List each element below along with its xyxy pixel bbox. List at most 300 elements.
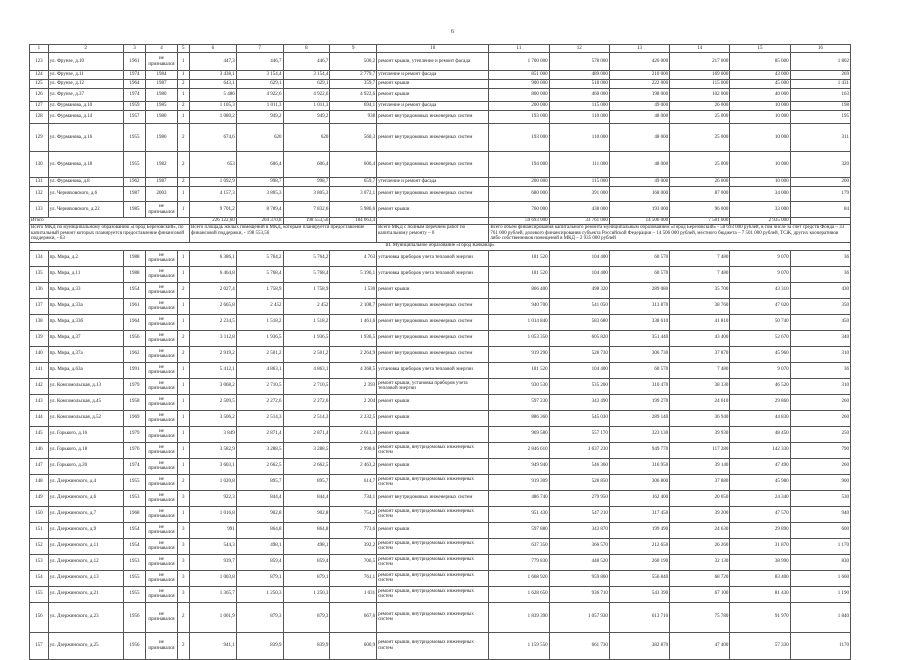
row-number: 131 bbox=[30, 178, 49, 187]
unit-cost: 260 bbox=[790, 410, 850, 426]
address: пр. Мира, д.37а bbox=[48, 346, 123, 362]
capital-repair-table bbox=[29, 44, 851, 660]
owners-share: 31 870 bbox=[730, 538, 790, 554]
region-share: 49 000 bbox=[609, 178, 669, 187]
owners-share: 47 490 bbox=[730, 458, 790, 474]
region-share: 543 390 bbox=[609, 586, 669, 602]
local-share: 87 000 bbox=[670, 187, 730, 202]
local-share: 26 000 bbox=[670, 102, 730, 111]
total-cost: 900 000 bbox=[489, 80, 549, 89]
build-year: 1988 bbox=[123, 250, 146, 266]
table-row bbox=[30, 80, 851, 89]
build-year: 1954 bbox=[123, 522, 146, 538]
repair-works: ремонт крыши bbox=[377, 522, 489, 538]
fund-share: 448 520 bbox=[549, 554, 609, 570]
wall-material: 3 bbox=[177, 570, 189, 586]
total-cost: 969 580 bbox=[489, 426, 549, 442]
address: ул. Дзержинского, д.21 bbox=[48, 586, 123, 602]
wall-material: 2 bbox=[177, 474, 189, 490]
region-share: 60 570 bbox=[609, 266, 669, 282]
unit-cost: 310 bbox=[790, 346, 850, 362]
build-year: 1991 bbox=[123, 362, 146, 378]
total-cost: 2 846 610 bbox=[489, 442, 549, 458]
column-number: 6 bbox=[190, 45, 237, 53]
region-share: 949 770 bbox=[609, 442, 669, 458]
row-number: 153 bbox=[30, 554, 49, 570]
local-share: 25 000 bbox=[670, 152, 730, 178]
build-year: 1954 bbox=[123, 282, 146, 298]
build-year: 1955 bbox=[123, 570, 146, 586]
last-repair-year: не признавался bbox=[146, 506, 177, 522]
last-repair-year: не признавался bbox=[146, 53, 177, 71]
region-share: 212 650 bbox=[609, 538, 669, 554]
repair-works: ремонт внутридомовых инженерных систем bbox=[377, 187, 489, 202]
municipal-area: 754,2 bbox=[330, 506, 377, 522]
total-cost: 637 350 bbox=[489, 538, 549, 554]
living-area: 5 764,2 bbox=[236, 250, 283, 266]
row-number: 144 bbox=[30, 410, 49, 426]
region-share: 317 450 bbox=[609, 506, 669, 522]
address: ул. Горького, д.16 bbox=[48, 426, 123, 442]
unit-cost: 900 bbox=[790, 474, 850, 490]
total-area: 1 080,2 bbox=[190, 111, 237, 124]
unit-cost: 430 bbox=[790, 282, 850, 298]
table-row bbox=[30, 250, 851, 266]
address: пр. Мира, д.63а bbox=[48, 362, 123, 378]
local-share: 24 610 bbox=[670, 394, 730, 410]
last-repair-year: 1980 bbox=[146, 89, 177, 102]
wall-material: 1 bbox=[177, 394, 189, 410]
total-cost: 886 360 bbox=[489, 410, 549, 426]
table-row bbox=[30, 330, 851, 346]
table-row bbox=[30, 378, 851, 394]
wall-material: 3 bbox=[177, 586, 189, 602]
total-area: 939,7 bbox=[190, 554, 237, 570]
fund-share: 528 730 bbox=[549, 346, 609, 362]
row-number: 129 bbox=[30, 124, 49, 152]
local-share: 35 700 bbox=[670, 282, 730, 298]
unit-cost: 1 431 bbox=[790, 80, 850, 89]
private-area: 1 758,9 bbox=[283, 282, 330, 298]
row-number: 125 bbox=[30, 80, 49, 89]
local-share: 7 480 bbox=[670, 362, 730, 378]
municipal-area: 2 779,7 bbox=[330, 71, 377, 80]
address: ул. Комсомольская, д.13 bbox=[48, 378, 123, 394]
table-row bbox=[30, 426, 851, 442]
address: ул. Фурманова, д.18 bbox=[48, 152, 123, 178]
total-cost: 680 000 bbox=[489, 187, 549, 202]
column-number: 3 bbox=[123, 45, 146, 53]
owners-share: 44 830 bbox=[730, 410, 790, 426]
build-year: 1958 bbox=[123, 394, 146, 410]
wall-material: 2 bbox=[177, 124, 189, 152]
fund-share: 391 000 bbox=[549, 187, 609, 202]
local-share: 25 000 bbox=[670, 124, 730, 152]
build-year: 1985 bbox=[123, 202, 146, 218]
private-area: 1 250,3 bbox=[283, 586, 330, 602]
total-area: 4 157,3 bbox=[190, 187, 237, 202]
total-cost: 200 000 bbox=[489, 102, 549, 111]
unit-cost: 530 bbox=[790, 490, 850, 506]
repair-works: утепление и ремонт фасада bbox=[377, 71, 489, 80]
total-cost: 200 000 bbox=[489, 178, 549, 187]
municipal-area: 4 922,6 bbox=[330, 89, 377, 102]
column-number: 14 bbox=[670, 45, 730, 53]
table-row bbox=[30, 111, 851, 124]
fund-share: 460 000 bbox=[549, 89, 609, 102]
build-year: 1955 bbox=[123, 124, 146, 152]
section-title: III. Муниципальное образование «Город Качканар» bbox=[30, 242, 851, 250]
row-number: 146 bbox=[30, 442, 49, 458]
wall-material: 2 bbox=[177, 80, 189, 89]
wall-material: 1 bbox=[177, 314, 189, 330]
region-share: 49 000 bbox=[609, 102, 669, 111]
build-year: 1979 bbox=[123, 378, 146, 394]
local-share: 25 000 bbox=[670, 111, 730, 124]
local-share: 37 880 bbox=[670, 474, 730, 490]
wall-material: 1 bbox=[177, 111, 189, 124]
total-cost: 1 700 000 bbox=[489, 53, 549, 71]
private-area: 902,8 bbox=[283, 506, 330, 522]
row-number: 154 bbox=[30, 570, 49, 586]
municipal-area: 614,7 bbox=[330, 474, 377, 490]
summary-houses-count: Всего МКД по муниципальному образованию «Город Березовский», по капитальный ремонт которых планируется предоставление финансовой поддержки, - 63 bbox=[30, 225, 190, 243]
address: ул. Дзержинского, д.4 bbox=[48, 474, 123, 490]
last-repair-year: не признавался bbox=[146, 442, 177, 458]
last-repair-year: не признавался bbox=[146, 314, 177, 330]
total-area: 2 234,5 bbox=[190, 314, 237, 330]
region-share: 193 000 bbox=[609, 202, 669, 218]
unit-cost: 940 bbox=[790, 506, 850, 522]
private-area: 998,7 bbox=[283, 178, 330, 187]
owners-share: 142 330 bbox=[730, 442, 790, 458]
local-share: 38 760 bbox=[670, 298, 730, 314]
row-number: 145 bbox=[30, 426, 49, 442]
total-cost: 1 628 650 bbox=[489, 586, 549, 602]
unit-cost: 830 bbox=[790, 554, 850, 570]
repair-works: ремонт внутридомовых инженерных систем bbox=[377, 152, 489, 178]
private-area: 864,8 bbox=[283, 522, 330, 538]
local-share: 47 400 bbox=[670, 632, 730, 659]
table-row bbox=[30, 282, 851, 298]
wall-material: 2 bbox=[177, 102, 189, 111]
living-area: 3 805,3 bbox=[236, 187, 283, 202]
municipal-area: 2 264,9 bbox=[330, 346, 377, 362]
region-share: 48 000 bbox=[609, 111, 669, 124]
unit-cost: 198 bbox=[790, 102, 850, 111]
municipal-area: 2 204 bbox=[330, 394, 377, 410]
total-cost: 930 530 bbox=[489, 378, 549, 394]
table-row bbox=[30, 152, 851, 178]
total-cost: 1 668 920 bbox=[489, 570, 549, 586]
table-row bbox=[30, 89, 851, 102]
address: ул. Дзержинского, д.11 bbox=[48, 538, 123, 554]
total-cost: 486 740 bbox=[489, 490, 549, 506]
row-number: 157 bbox=[30, 632, 49, 659]
total-area: 3 603,1 bbox=[190, 458, 237, 474]
total-cost: 193 000 bbox=[489, 111, 549, 124]
total-area: 643,1 bbox=[190, 80, 237, 89]
wall-material: 2 bbox=[177, 602, 189, 632]
total-area: 2 665,8 bbox=[190, 298, 237, 314]
local-share: 43 400 bbox=[670, 330, 730, 346]
total-cost: 193 000 bbox=[489, 124, 549, 152]
table-row bbox=[30, 53, 851, 71]
repair-works: ремонт крыши bbox=[377, 80, 489, 89]
repair-works: утепление и ремонт фасада bbox=[377, 178, 489, 187]
table-row bbox=[30, 570, 851, 586]
living-area: 4 863,1 bbox=[236, 362, 283, 378]
municipal-area: 659,7 bbox=[330, 178, 377, 187]
fund-share: 528 850 bbox=[549, 474, 609, 490]
owners-share: 85 000 bbox=[730, 53, 790, 71]
build-year: 1953 bbox=[123, 554, 146, 570]
living-area: 2 272,6 bbox=[236, 394, 283, 410]
private-area: 2 514,3 bbox=[283, 410, 330, 426]
owners-share: 43 000 bbox=[730, 71, 790, 80]
total-area: 2 027,4 bbox=[190, 282, 237, 298]
address: ул. Фрунзе, д.37 bbox=[48, 89, 123, 102]
living-area: 620 bbox=[236, 124, 283, 152]
last-repair-year: не признавался bbox=[146, 426, 177, 442]
address: ул. Фурманова, д.16 bbox=[48, 124, 123, 152]
local-share: 41 810 bbox=[670, 314, 730, 330]
build-year: 1954 bbox=[123, 538, 146, 554]
row-number: 151 bbox=[30, 522, 49, 538]
region-share: 222 000 bbox=[609, 80, 669, 89]
private-area: 879,3 bbox=[283, 602, 330, 632]
wall-material: 1 bbox=[177, 89, 189, 102]
address: ул. Дзержинского, д.13 bbox=[48, 570, 123, 586]
last-repair-year: 1987 bbox=[146, 178, 177, 187]
private-area: 498,1 bbox=[283, 538, 330, 554]
repair-works: ремонт крыши, внутридомовых инженерных систем bbox=[377, 442, 489, 458]
page-number: 6 bbox=[451, 29, 454, 35]
total-area: 1 105,3 bbox=[190, 102, 237, 111]
owners-share: 47 020 bbox=[730, 298, 790, 314]
build-year: 1961 bbox=[123, 53, 146, 71]
table-row bbox=[30, 266, 851, 282]
municipal-area: 3 072,1 bbox=[330, 187, 377, 202]
local-share: 7 480 bbox=[670, 250, 730, 266]
table-row bbox=[30, 442, 851, 458]
wall-material: 2 bbox=[177, 346, 189, 362]
total-cost: 181 520 bbox=[489, 362, 549, 378]
address: ул. Горького, д.20 bbox=[48, 458, 123, 474]
total-cost: 919 309 bbox=[489, 474, 549, 490]
address: ул. Дзержинского, д.9 bbox=[48, 522, 123, 538]
totals-total-cost: 59 693 000 bbox=[489, 218, 549, 225]
local-share: 39 140 bbox=[670, 458, 730, 474]
private-area: 1 011,3 bbox=[283, 102, 330, 111]
owners-share: 10 000 bbox=[730, 152, 790, 178]
private-area: 4 863,1 bbox=[283, 362, 330, 378]
build-year: 1974 bbox=[123, 71, 146, 80]
unit-cost: 310 bbox=[790, 378, 850, 394]
repair-works: ремонт крыши, внутридомовых инженерных систем bbox=[377, 602, 489, 632]
last-repair-year: не признавался bbox=[146, 474, 177, 490]
unit-cost: 36 bbox=[790, 250, 850, 266]
section-title-row bbox=[30, 242, 851, 250]
unit-cost: 1 190 bbox=[790, 586, 850, 602]
summary-financing: Всего объем финансирования капитального ремонта муниципальным образованием «Город Березовский» - 58 693 000 рублей, в том числе за счет средств Фонда – 33 761 000 рублей, долевого финансирования субъекта Российской Федерации – 14 506 000 рублей, местного бюджета – 7 501 000 рублей, ТСЖ, других кооперативов либо собственников помещений в МКД – 2 935 000 рублей bbox=[489, 225, 851, 243]
last-repair-year: не признавался bbox=[146, 410, 177, 426]
last-repair-year: не признавался bbox=[146, 250, 177, 266]
row-number: 148 bbox=[30, 474, 49, 490]
column-number: 11 bbox=[489, 45, 549, 53]
repair-works: ремонт внутридомовых инженерных систем bbox=[377, 111, 489, 124]
repair-works: ремонт внутридомовых инженерных систем bbox=[377, 298, 489, 314]
column-number: 8 bbox=[283, 45, 330, 53]
summary-full-works: Всего МКД с полным перечнем работ по капитальному ремонту – 0 bbox=[377, 225, 489, 243]
private-area: 4 922,6 bbox=[283, 89, 330, 102]
unit-cost: 163 bbox=[790, 89, 850, 102]
last-repair-year: не признавался bbox=[146, 632, 177, 659]
owners-share: 38 990 bbox=[730, 554, 790, 570]
living-area: 2 710,5 bbox=[236, 378, 283, 394]
table-row bbox=[30, 602, 851, 632]
total-cost: 951 430 bbox=[489, 506, 549, 522]
last-repair-year: не признавался bbox=[146, 554, 177, 570]
wall-material: 1 bbox=[177, 187, 189, 202]
last-repair-year: не признавался bbox=[146, 298, 177, 314]
total-cost: 597 230 bbox=[489, 394, 549, 410]
repair-works: ремонт крыши, внутридомовых инженерных систем bbox=[377, 506, 489, 522]
total-area: 3 506,2 bbox=[190, 410, 237, 426]
table-row bbox=[30, 490, 851, 506]
municipal-area: 1 461,6 bbox=[330, 314, 377, 330]
total-cost: 1 839 390 bbox=[489, 602, 549, 632]
total-cost: 194 000 bbox=[489, 152, 549, 178]
table-row bbox=[30, 202, 851, 218]
living-area: 1 936,5 bbox=[236, 330, 283, 346]
wall-material: 1 bbox=[177, 298, 189, 314]
build-year: 1953 bbox=[123, 490, 146, 506]
address: ул. Фурманова, д.14 bbox=[48, 111, 123, 124]
unit-cost: 36 bbox=[790, 362, 850, 378]
living-area: 859,4 bbox=[236, 554, 283, 570]
table-row bbox=[30, 632, 851, 659]
municipal-area: 694,1 bbox=[330, 102, 377, 111]
table-row bbox=[30, 71, 851, 80]
owners-share: 45 980 bbox=[730, 474, 790, 490]
living-area: 844,4 bbox=[236, 490, 283, 506]
unit-cost: 195 bbox=[790, 111, 850, 124]
build-year: 1988 bbox=[123, 266, 146, 282]
address: ул. Фрунзе, д.11 bbox=[48, 71, 123, 80]
local-share: 169 000 bbox=[670, 71, 730, 80]
owners-share: 52 670 bbox=[730, 330, 790, 346]
last-repair-year: не признавался bbox=[146, 570, 177, 586]
municipal-area: 773,6 bbox=[330, 522, 377, 538]
address: пр. Мира, д.37 bbox=[48, 330, 123, 346]
living-area: 1 758,9 bbox=[236, 282, 283, 298]
repair-works: ремонт внутридомовых инженерных систем bbox=[377, 346, 489, 362]
region-share: 168 000 bbox=[609, 187, 669, 202]
local-share: 26 000 bbox=[670, 178, 730, 187]
build-year: 1956 bbox=[123, 602, 146, 632]
living-area: 498,1 bbox=[236, 538, 283, 554]
row-number: 123 bbox=[30, 53, 49, 71]
municipal-area: 2 990,6 bbox=[330, 442, 377, 458]
last-repair-year: не признавался bbox=[146, 362, 177, 378]
fund-share: 115 000 bbox=[549, 102, 609, 111]
municipal-area: 560,3 bbox=[330, 124, 377, 152]
address: пр. Мира, д.33а bbox=[48, 298, 123, 314]
last-repair-year: не признавался bbox=[146, 346, 177, 362]
owners-share: 34 000 bbox=[730, 187, 790, 202]
row-number: 137 bbox=[30, 298, 49, 314]
region-share: 338 610 bbox=[609, 314, 669, 330]
fund-share: 438 000 bbox=[549, 202, 609, 218]
unit-cost: 311 bbox=[790, 124, 850, 152]
private-area: 949,2 bbox=[283, 111, 330, 124]
living-area: 8 789,4 bbox=[236, 202, 283, 218]
municipal-area: 4 368,5 bbox=[330, 362, 377, 378]
address: ул. Комсомольская, д.52 bbox=[48, 410, 123, 426]
wall-material: 1 bbox=[177, 71, 189, 80]
unit-cost: 340 bbox=[790, 330, 850, 346]
owners-share: 24 340 bbox=[730, 490, 790, 506]
unit-cost: 179 bbox=[790, 187, 850, 202]
repair-works: ремонт крыши, утепление и ремонт фасада bbox=[377, 53, 489, 71]
unit-cost: 36 bbox=[790, 266, 850, 282]
column-number: 15 bbox=[730, 45, 790, 53]
table-row bbox=[30, 586, 851, 602]
region-share: 48 000 bbox=[609, 124, 669, 152]
last-repair-year: 1980 bbox=[146, 111, 177, 124]
municipal-area: 1 530 bbox=[330, 282, 377, 298]
local-share: 26 260 bbox=[670, 538, 730, 554]
build-year: 1968 bbox=[123, 506, 146, 522]
column-number: 4 bbox=[146, 45, 177, 53]
private-area: 606,4 bbox=[283, 152, 330, 178]
repair-works: ремонт крыши bbox=[377, 202, 489, 218]
living-area: 446,7 bbox=[236, 53, 283, 71]
owners-share: 45 960 bbox=[730, 346, 790, 362]
row-number: 128 bbox=[30, 111, 49, 124]
repair-works: утепление и ремонт фасада bbox=[377, 102, 489, 111]
municipal-area: 2 108,7 bbox=[330, 298, 377, 314]
municipal-area: 706,5 bbox=[330, 554, 377, 570]
municipal-area: 4 763 bbox=[330, 250, 377, 266]
region-share: 382 870 bbox=[609, 632, 669, 659]
municipal-area: 761,1 bbox=[330, 570, 377, 586]
wall-material: 1 bbox=[177, 362, 189, 378]
unit-cost: 600 bbox=[790, 522, 850, 538]
total-cost: 181 520 bbox=[489, 266, 549, 282]
owners-share: 40 000 bbox=[730, 89, 790, 102]
fund-share: 959 860 bbox=[549, 570, 609, 586]
totals-owners-share: 2 935 000 bbox=[730, 218, 790, 225]
build-year: 1956 bbox=[123, 632, 146, 659]
repair-works: ремонт крыши, внутридомовых инженерных систем bbox=[377, 538, 489, 554]
last-repair-year: не признавался bbox=[146, 586, 177, 602]
region-share: 313 870 bbox=[609, 298, 669, 314]
total-area: 1 003,8 bbox=[190, 570, 237, 586]
fund-share: 545 030 bbox=[549, 410, 609, 426]
total-area: 1 365,7 bbox=[190, 586, 237, 602]
region-share: 162 400 bbox=[609, 490, 669, 506]
address: ул. Комсомольская, д.45 bbox=[48, 394, 123, 410]
column-number: 16 bbox=[790, 45, 850, 53]
local-share: 96 000 bbox=[670, 202, 730, 218]
region-share: 426 000 bbox=[609, 53, 669, 71]
fund-share: 489 000 bbox=[549, 71, 609, 80]
build-year: 1955 bbox=[123, 152, 146, 178]
table-row bbox=[30, 394, 851, 410]
total-cost: 1 053 350 bbox=[489, 330, 549, 346]
